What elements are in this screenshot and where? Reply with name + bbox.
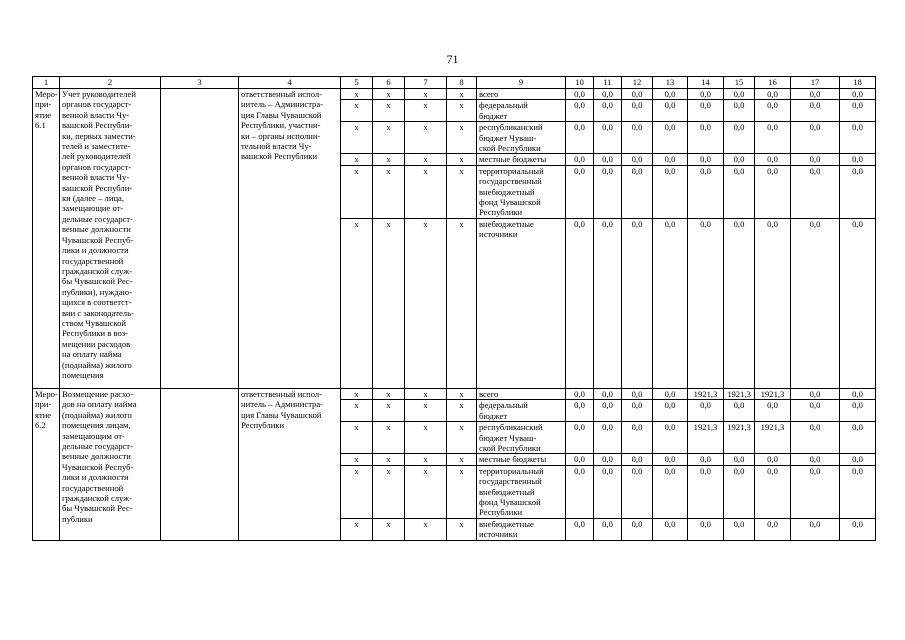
code-cell: x bbox=[447, 89, 477, 100]
funding-source-cell bbox=[477, 422, 566, 454]
code-cell: x bbox=[373, 89, 405, 100]
code-cell: x bbox=[447, 388, 477, 399]
value-cell: 0,0 bbox=[755, 400, 791, 422]
value-cell: 1921,3 bbox=[688, 422, 724, 454]
text-line: вашской Республи- bbox=[62, 120, 133, 131]
value-cell: 0,0 bbox=[594, 218, 622, 388]
measure-description-cell bbox=[60, 89, 161, 389]
value-cell: 0,0 bbox=[840, 400, 876, 422]
code-cell: x bbox=[405, 89, 447, 100]
text-line: всего bbox=[479, 388, 499, 399]
text-line: щихся в соответст- bbox=[62, 297, 132, 308]
column-header: 2 bbox=[60, 77, 161, 89]
value-cell: 0,0 bbox=[622, 89, 653, 100]
text-line: замещающим от- bbox=[62, 430, 125, 441]
value-cell: 0,0 bbox=[566, 388, 594, 399]
value-cell: 0,0 bbox=[566, 465, 594, 518]
funding-source-cell bbox=[477, 400, 566, 422]
text-line: органов государст- bbox=[62, 99, 132, 110]
value-cell: 0,0 bbox=[724, 165, 755, 218]
text-line: помещения bbox=[62, 369, 104, 380]
text-line: всего bbox=[479, 89, 499, 99]
value-cell: 0,0 bbox=[566, 422, 594, 454]
text-line: федеральный bbox=[479, 400, 528, 411]
text-line: публики bbox=[62, 513, 93, 524]
code-cell: x bbox=[373, 388, 405, 399]
text-line: бюджет Чуваш- bbox=[479, 132, 537, 143]
value-cell: 0,0 bbox=[566, 154, 594, 165]
code-cell: x bbox=[447, 122, 477, 154]
value-cell: 0,0 bbox=[653, 165, 688, 218]
column-header: 4 bbox=[239, 77, 341, 89]
funding-source-cell bbox=[477, 154, 566, 165]
text-line: на оплату найма bbox=[62, 349, 122, 360]
text-line: Чувашской Респуб- bbox=[62, 461, 134, 472]
value-cell: 0,0 bbox=[594, 422, 622, 454]
value-cell: 0,0 bbox=[724, 454, 755, 465]
code-cell: x bbox=[341, 422, 373, 454]
text-line: публики), нуждаю- bbox=[62, 286, 132, 297]
value-cell: 0,0 bbox=[791, 154, 840, 165]
code-cell: x bbox=[405, 518, 447, 540]
value-cell: 0,0 bbox=[724, 218, 755, 388]
text-line: фонд Чувашской bbox=[479, 197, 541, 208]
text-line: Республики в воз- bbox=[62, 328, 129, 339]
text-line: территориальный bbox=[479, 465, 544, 476]
value-cell: 0,0 bbox=[653, 89, 688, 100]
code-cell: x bbox=[373, 165, 405, 218]
code-cell: x bbox=[341, 454, 373, 465]
value-cell: 0,0 bbox=[594, 518, 622, 540]
text-line: ством Чувашской bbox=[62, 317, 126, 328]
code-cell: x bbox=[405, 165, 447, 218]
code-cell: x bbox=[447, 422, 477, 454]
code-cell: x bbox=[447, 218, 477, 388]
value-cell: 0,0 bbox=[791, 422, 840, 454]
value-cell: 0,0 bbox=[724, 465, 755, 518]
value-cell: 1921,3 bbox=[755, 388, 791, 399]
value-cell: 0,0 bbox=[840, 454, 876, 465]
value-cell: 0,0 bbox=[688, 122, 724, 154]
funding-source-cell bbox=[477, 100, 566, 122]
text-line: нитель – Администра- bbox=[241, 99, 324, 110]
value-cell: 0,0 bbox=[791, 122, 840, 154]
column-header: 15 bbox=[724, 77, 755, 89]
value-cell: 0,0 bbox=[791, 218, 840, 388]
text-line: республиканский bbox=[479, 122, 543, 133]
column-header: 11 bbox=[594, 77, 622, 89]
column-header: 16 bbox=[755, 77, 791, 89]
text-line: местные бюджеты bbox=[479, 454, 547, 465]
value-cell: 0,0 bbox=[724, 89, 755, 100]
value-cell: 0,0 bbox=[791, 454, 840, 465]
value-cell: 0,0 bbox=[622, 218, 653, 388]
value-cell: 0,0 bbox=[688, 154, 724, 165]
text-line: республиканский bbox=[479, 422, 543, 433]
code-cell: x bbox=[341, 400, 373, 422]
text-line: (поднайма) жилого bbox=[62, 359, 132, 370]
code-cell: x bbox=[373, 422, 405, 454]
value-cell: 0,0 bbox=[622, 165, 653, 218]
value-cell: 0,0 bbox=[755, 454, 791, 465]
value-cell: 0,0 bbox=[840, 122, 876, 154]
text-line: Республики, участни- bbox=[241, 120, 321, 131]
text-line: источники bbox=[479, 529, 518, 540]
value-cell: 0,0 bbox=[840, 165, 876, 218]
column-header: 9 bbox=[477, 77, 566, 89]
text-line: дельные государст- bbox=[62, 440, 133, 451]
value-cell: 0,0 bbox=[688, 518, 724, 540]
value-cell: 0,0 bbox=[840, 89, 876, 100]
value-cell: 0,0 bbox=[840, 518, 876, 540]
value-cell: 0,0 bbox=[688, 465, 724, 518]
value-cell: 0,0 bbox=[594, 388, 622, 399]
value-cell: 1921,3 bbox=[724, 422, 755, 454]
value-cell: 0,0 bbox=[791, 518, 840, 540]
text-line: 6.1 bbox=[35, 120, 46, 131]
value-cell: 0,0 bbox=[755, 100, 791, 122]
value-cell: 0,0 bbox=[622, 454, 653, 465]
text-line: ки – органы исполни- bbox=[241, 130, 321, 141]
funding-source-cell bbox=[477, 454, 566, 465]
value-cell: 0,0 bbox=[594, 165, 622, 218]
code-cell: x bbox=[447, 518, 477, 540]
code-cell: x bbox=[447, 465, 477, 518]
value-cell: 0,0 bbox=[755, 122, 791, 154]
value-cell: 0,0 bbox=[653, 100, 688, 122]
text-line: лики и должности bbox=[62, 472, 129, 483]
text-line: Республики bbox=[241, 420, 285, 431]
funding-source-cell bbox=[477, 388, 566, 399]
text-line: (поднайма) жилого bbox=[62, 409, 132, 420]
code-cell: x bbox=[405, 100, 447, 122]
empty-cell bbox=[161, 388, 239, 540]
text-line: ответственный испол- bbox=[241, 388, 323, 399]
text-line: бюджет bbox=[479, 110, 508, 121]
code-cell: x bbox=[373, 122, 405, 154]
value-cell: 0,0 bbox=[724, 122, 755, 154]
value-cell: 0,0 bbox=[622, 422, 653, 454]
text-line: бы Чувашской Рес- bbox=[62, 503, 133, 514]
text-line: фонд Чувашской bbox=[479, 496, 541, 507]
value-cell: 0,0 bbox=[791, 465, 840, 518]
value-cell: 0,0 bbox=[755, 465, 791, 518]
value-cell: 0,0 bbox=[840, 388, 876, 399]
text-line: внебюджетный bbox=[479, 186, 535, 197]
text-line: ки, первых замести- bbox=[62, 130, 136, 141]
column-header: 3 bbox=[161, 77, 239, 89]
value-cell: 0,0 bbox=[653, 454, 688, 465]
column-header: 17 bbox=[791, 77, 840, 89]
code-cell: x bbox=[373, 100, 405, 122]
value-cell: 0,0 bbox=[653, 218, 688, 388]
value-cell: 0,0 bbox=[755, 154, 791, 165]
column-header: 12 bbox=[622, 77, 653, 89]
value-cell: 0,0 bbox=[566, 518, 594, 540]
text-line: 6.2 bbox=[35, 420, 46, 431]
text-line: ятие bbox=[35, 109, 52, 120]
text-line: территориальный bbox=[479, 165, 544, 176]
funding-source-cell bbox=[477, 218, 566, 388]
header-row bbox=[33, 77, 876, 89]
code-cell: x bbox=[447, 165, 477, 218]
value-cell: 0,0 bbox=[594, 465, 622, 518]
code-cell: x bbox=[341, 89, 373, 100]
text-line: ятие bbox=[35, 409, 52, 420]
code-cell: x bbox=[341, 518, 373, 540]
code-cell: x bbox=[405, 218, 447, 388]
code-cell: x bbox=[373, 454, 405, 465]
text-line: помещения лицам, bbox=[62, 420, 131, 431]
value-cell: 0,0 bbox=[566, 89, 594, 100]
value-cell: 0,0 bbox=[566, 165, 594, 218]
text-line: вашской Республи- bbox=[62, 182, 133, 193]
text-line: бы Чувашской Рес- bbox=[62, 276, 133, 287]
column-header: 8 bbox=[447, 77, 477, 89]
text-line: лей руководителей bbox=[62, 151, 131, 162]
value-cell: 0,0 bbox=[724, 400, 755, 422]
value-cell: 0,0 bbox=[724, 154, 755, 165]
value-cell: 0,0 bbox=[566, 122, 594, 154]
column-header: 14 bbox=[688, 77, 724, 89]
value-cell: 0,0 bbox=[622, 388, 653, 399]
text-line: ция Главы Чувашской bbox=[241, 409, 322, 420]
value-cell: 0,0 bbox=[840, 422, 876, 454]
value-cell: 0,0 bbox=[622, 518, 653, 540]
code-cell: x bbox=[373, 154, 405, 165]
text-line: гражданской служ- bbox=[62, 492, 133, 503]
text-line: внебюджетные bbox=[479, 218, 534, 229]
value-cell: 0,0 bbox=[653, 154, 688, 165]
text-line: мещении расходов bbox=[62, 338, 131, 349]
value-cell: 1921,3 bbox=[755, 422, 791, 454]
code-cell: x bbox=[405, 400, 447, 422]
code-cell: x bbox=[341, 154, 373, 165]
column-header: 13 bbox=[653, 77, 688, 89]
column-header: 6 bbox=[373, 77, 405, 89]
text-line: ция Главы Чувашской bbox=[241, 109, 322, 120]
measure-id-cell bbox=[33, 388, 60, 540]
funding-source-cell bbox=[477, 465, 566, 518]
value-cell: 0,0 bbox=[653, 422, 688, 454]
value-cell: 0,0 bbox=[622, 100, 653, 122]
column-header: 1 bbox=[33, 77, 60, 89]
empty-cell bbox=[161, 89, 239, 389]
value-cell: 0,0 bbox=[688, 454, 724, 465]
text-line: ки (далее – лица, bbox=[62, 193, 125, 204]
value-cell: 0,0 bbox=[653, 518, 688, 540]
value-cell: 0,0 bbox=[688, 218, 724, 388]
text-line: лики и должности bbox=[62, 245, 129, 256]
value-cell: 0,0 bbox=[724, 518, 755, 540]
value-cell: 0,0 bbox=[653, 122, 688, 154]
code-cell: x bbox=[405, 122, 447, 154]
text-line: бюджет Чуваш- bbox=[479, 432, 537, 443]
funding-source-cell bbox=[477, 89, 566, 100]
table-row bbox=[33, 388, 876, 399]
value-cell: 0,0 bbox=[688, 400, 724, 422]
value-cell: 0,0 bbox=[688, 165, 724, 218]
value-cell: 0,0 bbox=[653, 400, 688, 422]
text-line: Меро- bbox=[35, 388, 58, 399]
code-cell: x bbox=[373, 465, 405, 518]
value-cell: 0,0 bbox=[594, 454, 622, 465]
value-cell: 0,0 bbox=[791, 400, 840, 422]
value-cell: 0,0 bbox=[622, 465, 653, 518]
code-cell: x bbox=[341, 465, 373, 518]
code-cell: x bbox=[447, 400, 477, 422]
value-cell: 0,0 bbox=[791, 89, 840, 100]
code-cell: x bbox=[405, 422, 447, 454]
code-cell: x bbox=[373, 218, 405, 388]
page-number: 71 bbox=[446, 52, 459, 66]
value-cell: 0,0 bbox=[566, 100, 594, 122]
value-cell: 0,0 bbox=[840, 465, 876, 518]
text-line: венные должности bbox=[62, 451, 131, 462]
code-cell: x bbox=[447, 454, 477, 465]
value-cell: 0,0 bbox=[653, 388, 688, 399]
code-cell: x bbox=[405, 154, 447, 165]
text-line: внебюджетные bbox=[479, 518, 534, 529]
text-line: Меро- bbox=[35, 89, 58, 99]
text-line: внебюджетный bbox=[479, 486, 535, 497]
value-cell: 0,0 bbox=[594, 100, 622, 122]
funding-source-cell bbox=[477, 122, 566, 154]
value-cell: 0,0 bbox=[594, 89, 622, 100]
value-cell: 1921,3 bbox=[724, 388, 755, 399]
text-line: органов государст- bbox=[62, 161, 132, 172]
value-cell: 0,0 bbox=[688, 89, 724, 100]
value-cell: 0,0 bbox=[594, 154, 622, 165]
text-line: гражданской служ- bbox=[62, 265, 133, 276]
text-line: венной власти Чу- bbox=[62, 172, 130, 183]
text-line: Чувашской Респуб- bbox=[62, 234, 134, 245]
text-line: дельные государст- bbox=[62, 213, 133, 224]
text-line: нитель – Администра- bbox=[241, 399, 324, 410]
text-line: Республики bbox=[479, 207, 523, 218]
program-table bbox=[32, 76, 876, 541]
code-cell: x bbox=[341, 165, 373, 218]
text-line: государственной bbox=[62, 482, 124, 493]
code-cell: x bbox=[447, 100, 477, 122]
value-cell: 0,0 bbox=[755, 518, 791, 540]
code-cell: x bbox=[447, 154, 477, 165]
column-header: 7 bbox=[405, 77, 447, 89]
value-cell: 0,0 bbox=[622, 154, 653, 165]
value-cell: 0,0 bbox=[594, 122, 622, 154]
value-cell: 0,0 bbox=[840, 100, 876, 122]
value-cell: 0,0 bbox=[755, 89, 791, 100]
value-cell: 0,0 bbox=[688, 100, 724, 122]
value-cell: 0,0 bbox=[724, 100, 755, 122]
text-line: государственной bbox=[62, 255, 124, 266]
column-header: 18 bbox=[840, 77, 876, 89]
value-cell: 0,0 bbox=[622, 122, 653, 154]
executor-cell bbox=[239, 89, 341, 389]
text-line: государственный bbox=[479, 176, 542, 187]
code-cell: x bbox=[341, 100, 373, 122]
text-line: ответственный испол- bbox=[241, 89, 323, 99]
text-line: дов на оплату найма bbox=[62, 399, 137, 410]
value-cell: 0,0 bbox=[566, 218, 594, 388]
code-cell: x bbox=[341, 218, 373, 388]
text-line: источники bbox=[479, 229, 518, 240]
text-line: венной власти Чу- bbox=[62, 109, 130, 120]
text-line: тельной власти Чу- bbox=[241, 141, 312, 152]
text-line: Учет руководителей bbox=[62, 89, 136, 99]
measure-id-cell bbox=[33, 89, 60, 389]
code-cell: x bbox=[373, 518, 405, 540]
text-line: вашской Республики bbox=[241, 151, 318, 162]
value-cell: 0,0 bbox=[566, 454, 594, 465]
value-cell: 0,0 bbox=[755, 218, 791, 388]
text-line: при- bbox=[35, 399, 52, 410]
value-cell: 1921,3 bbox=[688, 388, 724, 399]
text-line: Республики bbox=[479, 507, 523, 518]
funding-source-cell bbox=[477, 518, 566, 540]
value-cell: 0,0 bbox=[653, 465, 688, 518]
text-line: Возмещение расхо- bbox=[62, 388, 134, 399]
column-header: 10 bbox=[566, 77, 594, 89]
code-cell: x bbox=[341, 388, 373, 399]
value-cell: 0,0 bbox=[840, 154, 876, 165]
measure-description-cell bbox=[60, 388, 161, 540]
code-cell: x bbox=[341, 122, 373, 154]
value-cell: 0,0 bbox=[791, 100, 840, 122]
value-cell: 0,0 bbox=[622, 400, 653, 422]
value-cell: 0,0 bbox=[755, 165, 791, 218]
code-cell: x bbox=[405, 465, 447, 518]
table-row bbox=[33, 89, 876, 100]
funding-source-cell bbox=[477, 165, 566, 218]
text-line: при- bbox=[35, 99, 52, 110]
text-line: ской Республики bbox=[479, 143, 541, 154]
code-cell: x bbox=[405, 454, 447, 465]
text-line: федеральный bbox=[479, 100, 528, 111]
text-line: телей и заместите- bbox=[62, 141, 131, 152]
text-line: ской Республики bbox=[479, 442, 541, 453]
value-cell: 0,0 bbox=[791, 165, 840, 218]
text-line: государственный bbox=[479, 476, 542, 487]
value-cell: 0,0 bbox=[594, 400, 622, 422]
executor-cell bbox=[239, 388, 341, 540]
value-cell: 0,0 bbox=[840, 218, 876, 388]
value-cell: 0,0 bbox=[566, 400, 594, 422]
text-line: местные бюджеты bbox=[479, 154, 547, 165]
code-cell: x bbox=[405, 388, 447, 399]
value-cell: 0,0 bbox=[791, 388, 840, 399]
text-line: вии с законодатель- bbox=[62, 307, 134, 318]
text-line: бюджет bbox=[479, 410, 508, 421]
code-cell: x bbox=[373, 400, 405, 422]
text-line: замещающие от- bbox=[62, 203, 124, 214]
column-header: 5 bbox=[341, 77, 373, 89]
text-line: венные должности bbox=[62, 224, 131, 235]
